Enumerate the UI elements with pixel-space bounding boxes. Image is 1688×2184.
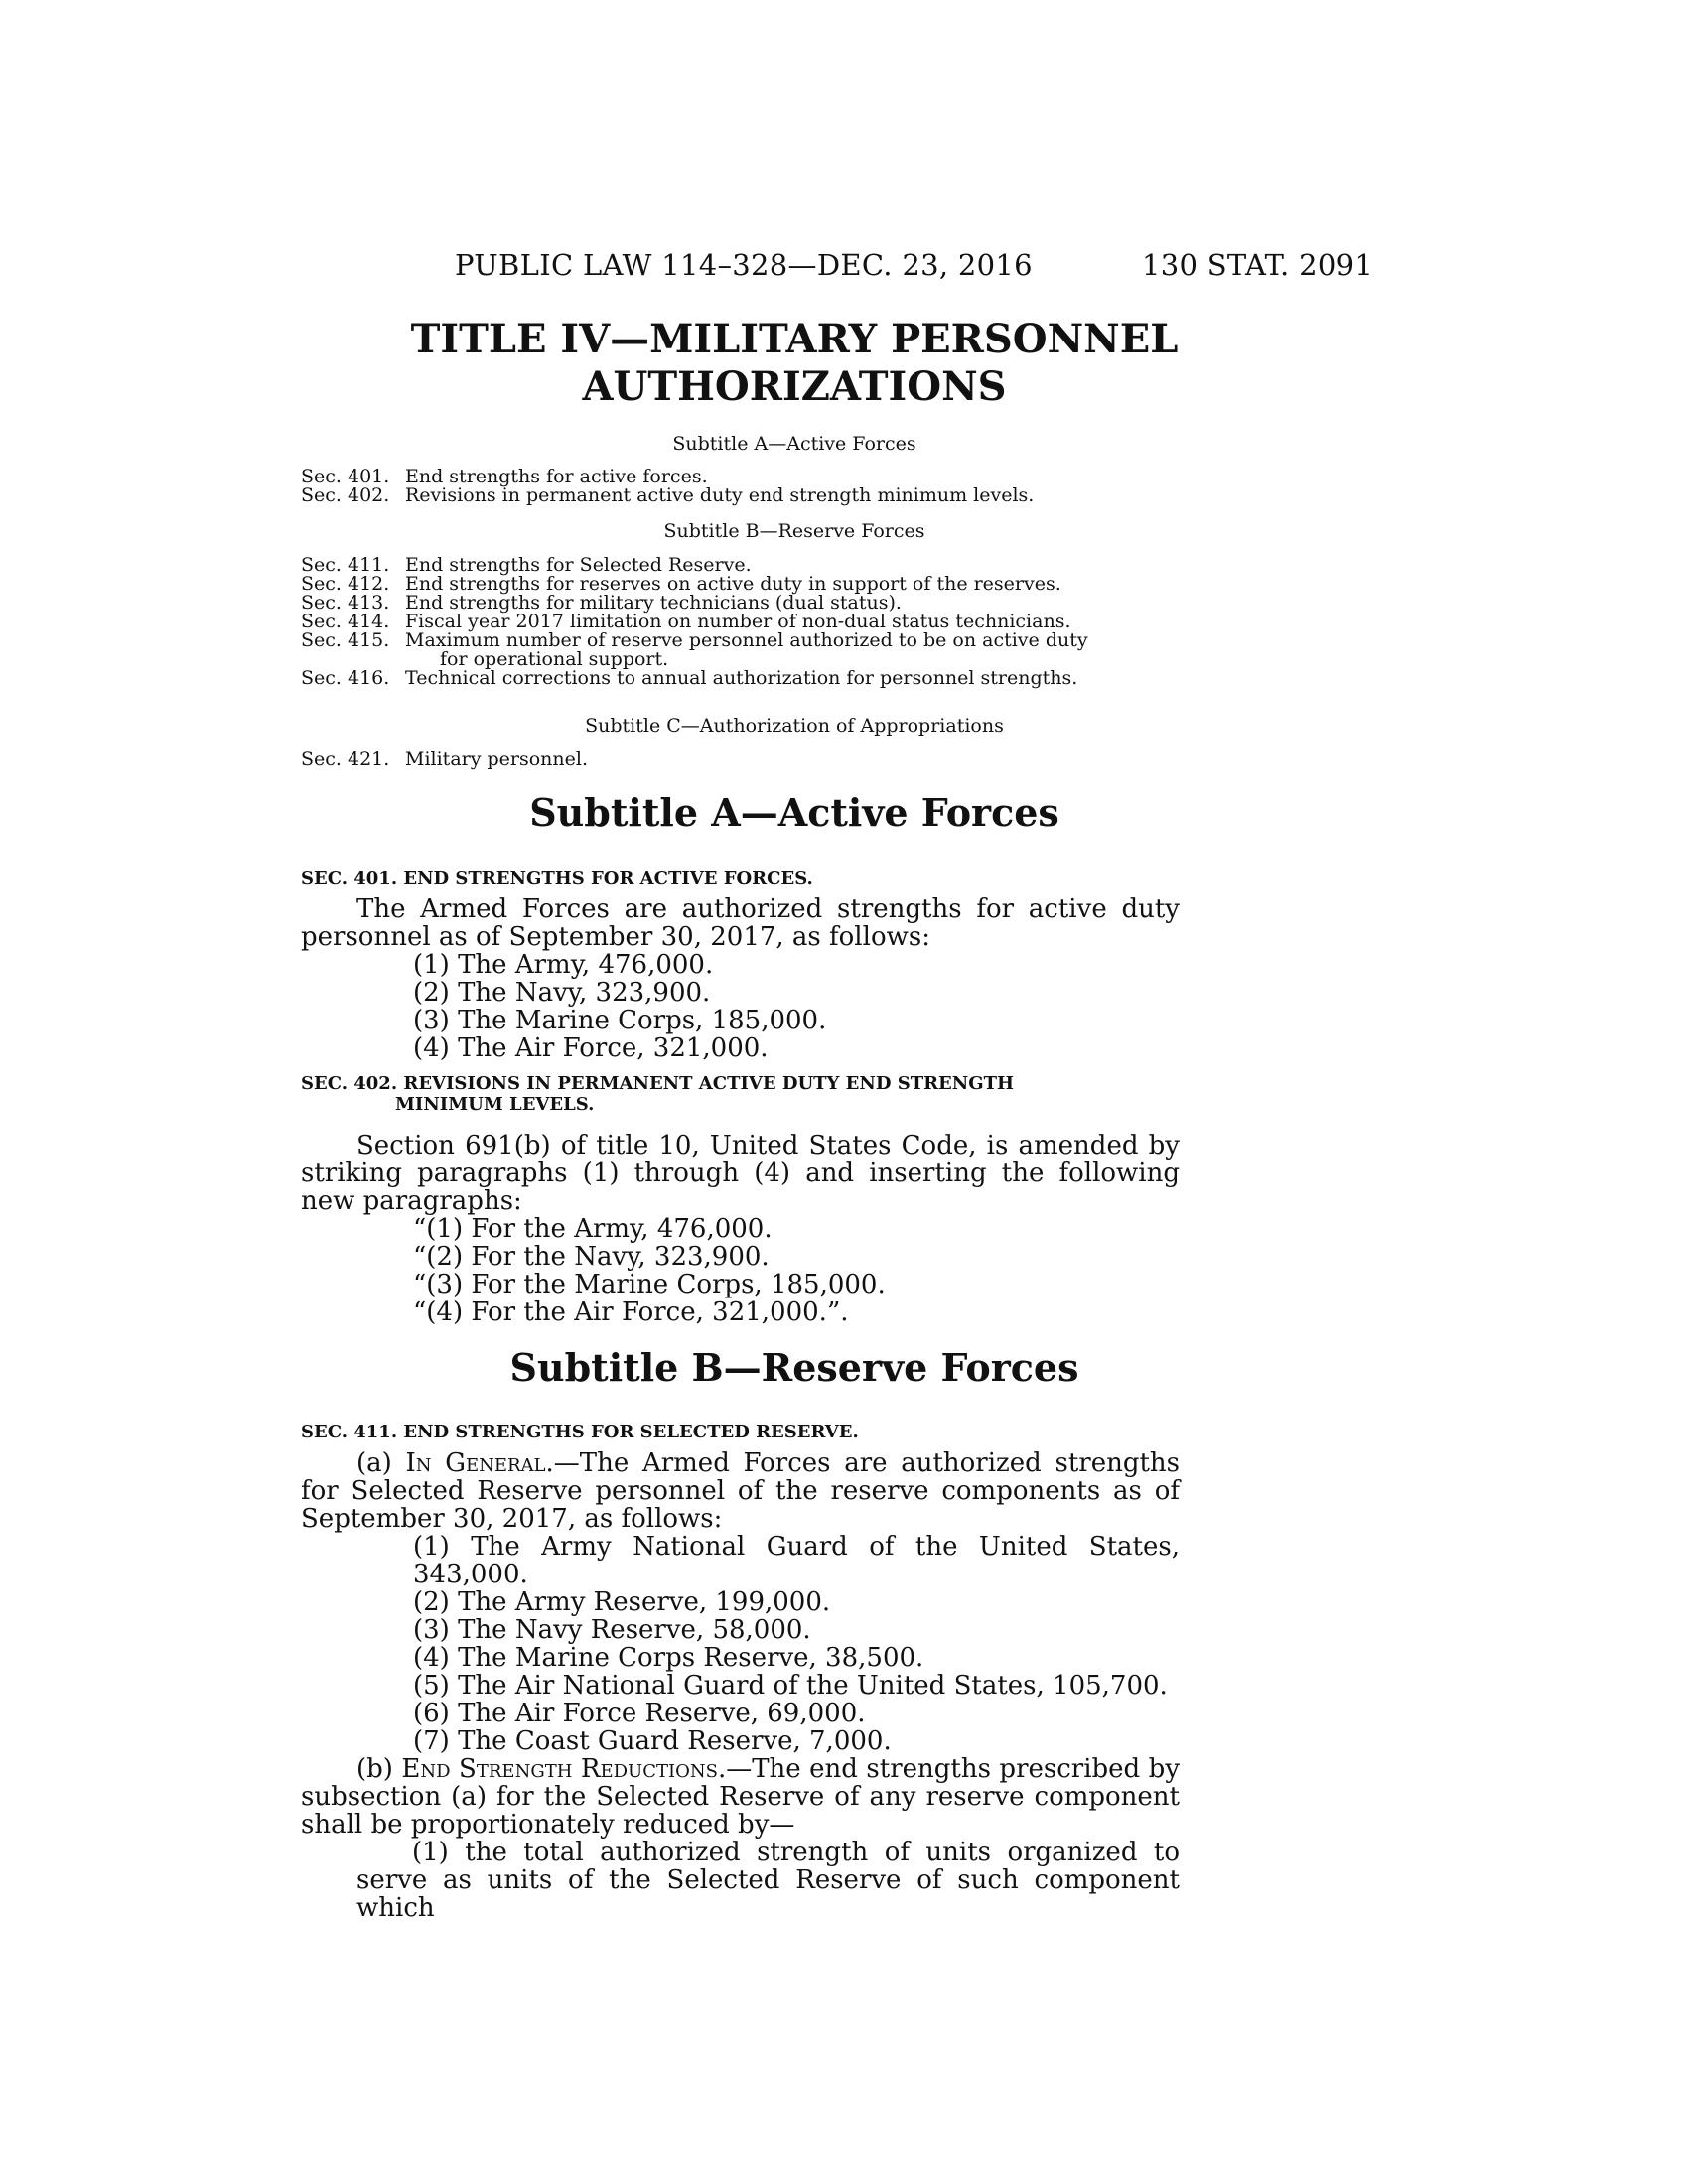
toc-list-b	[301, 556, 1195, 688]
list-item: “(4) For the Air Force, 321,000.”.	[413, 1297, 849, 1327]
toc-entry-number: Sec. 421.	[301, 749, 390, 770]
sec-411-heading: SEC. 411. END STRENGTHS FOR SELECTED RESERVE.	[301, 1422, 859, 1442]
subsection-b-label: (b)	[356, 1754, 393, 1784]
toc-entry-number: Sec. 413.	[301, 592, 390, 614]
toc-entry-text: Revisions in permanent active duty end strength minimum levels.	[405, 484, 1035, 506]
toc-list-a	[301, 468, 1195, 505]
toc-entry-text: End strengths for military technicians (dual status).	[405, 592, 902, 614]
running-header-stat: 130 STAT. 2091	[1142, 248, 1374, 282]
list-item: (1) The Army, 476,000.	[413, 950, 714, 980]
running-header-law: PUBLIC LAW 114–328—DEC. 23, 2016	[455, 248, 1033, 282]
subsection-b-caption: End Strength Reductions	[401, 1754, 718, 1784]
toc-entry-number: Sec. 402.	[301, 484, 390, 506]
sec-411-body	[301, 1449, 1180, 1922]
toc-entry-text: Maximum number of reserve personnel authorized to be on active duty	[405, 629, 1088, 651]
toc-entry-text: End strengths for reserves on active duty in support of the reserves.	[405, 573, 1061, 595]
toc-entry	[301, 751, 1195, 769]
title-line-1: TITLE IV—MILITARY PERSONNEL	[410, 316, 1179, 362]
toc-entry-number: Sec. 416.	[301, 667, 390, 689]
subsection-b-text: .—The end strengths prescribed by subsection (a) for the Selected Reserve of any reserve component shall be proportionately reduced by—	[301, 1754, 1181, 1840]
list-item: (3) The Marine Corps, 185,000.	[413, 1006, 827, 1035]
sec-411-b-paragraph-1: (1) the total authorized strength of units organized to serve as units of the Selected Reserve of such component which	[356, 1838, 1180, 1923]
subtitle-b-heading: Subtitle B—Reserve Forces	[509, 1345, 1079, 1390]
list-item: (3) The Navy Reserve, 58,000.	[413, 1615, 811, 1645]
title-line-2: AUTHORIZATIONS	[582, 363, 1007, 410]
list-item: “(1) For the Army, 476,000.	[413, 1214, 773, 1244]
sec-411-subsection-a	[301, 1449, 1180, 1533]
subsection-a-text: .—The Armed Forces are authorized strengths for Selected Reserve personnel of the reserve components as of September 30, 2017, as follows:	[301, 1448, 1181, 1534]
list-item: (4) The Air Force, 321,000.	[413, 1033, 769, 1063]
list-item: (2) The Navy, 323,900.	[413, 978, 711, 1008]
sec-411-subsection-b	[301, 1755, 1180, 1839]
title-heading	[298, 316, 1291, 411]
sec-401-intro: The Armed Forces are authorized strengths for active duty personnel as of September 30, 2017, as follows:	[301, 894, 1180, 952]
subsection-a-label: (a)	[356, 1448, 392, 1478]
sec-402-heading-line-1: SEC. 402. REVISIONS IN PERMANENT ACTIVE DUTY END STRENGTH	[301, 1073, 1015, 1094]
list-item: (4) The Marine Corps Reserve, 38,500.	[413, 1643, 924, 1673]
list-item: (6) The Air Force Reserve, 69,000.	[413, 1699, 866, 1728]
toc-entry-text: Military personnel.	[405, 749, 589, 770]
sec-401-body	[301, 895, 1180, 1062]
sec-401-heading: SEC. 401. END STRENGTHS FOR ACTIVE FORCES.	[301, 868, 813, 888]
toc-subtitle-a: Subtitle A—Active Forces	[672, 433, 916, 455]
list-item: (7) The Coast Guard Reserve, 7,000.	[413, 1726, 892, 1756]
toc-entry-number: Sec. 401.	[301, 466, 390, 487]
subtitle-a-heading: Subtitle A—Active Forces	[529, 790, 1059, 835]
list-item: “(3) For the Marine Corps, 185,000.	[413, 1270, 886, 1299]
toc-entry-number: Sec. 414.	[301, 611, 390, 632]
toc-list-c	[301, 751, 1195, 769]
toc-entry-number: Sec. 411.	[301, 554, 390, 576]
toc-entry-text: End strengths for active forces.	[405, 466, 708, 487]
sec-402-body	[301, 1132, 1180, 1326]
toc-entry-text: Technical corrections to annual authorization for personnel strengths.	[405, 667, 1078, 689]
toc-entry-continuation: for operational support.	[440, 648, 669, 670]
sec-402-heading-line-2: MINIMUM LEVELS.	[395, 1094, 595, 1115]
toc-entry-number: Sec. 412.	[301, 573, 390, 595]
toc-subtitle-b: Subtitle B—Reserve Forces	[663, 520, 925, 542]
toc-entry-text: End strengths for Selected Reserve.	[405, 554, 752, 576]
toc-entry	[301, 669, 1195, 688]
list-item: “(2) For the Navy, 323,900.	[413, 1242, 770, 1272]
toc-subtitle-c: Subtitle C—Authorization of Appropriations	[585, 715, 1004, 737]
list-item: (2) The Army Reserve, 199,000.	[413, 1587, 831, 1617]
toc-entry	[301, 486, 1195, 505]
toc-entry-number: Sec. 415.	[301, 629, 390, 651]
toc-entry	[301, 631, 1195, 650]
list-item: (1) The Army National Guard of the United States, 343,000.	[413, 1532, 1180, 1589]
list-item: (5) The Air National Guard of the United States, 105,700.	[413, 1671, 1168, 1701]
subsection-a-caption: In General	[405, 1448, 546, 1478]
sec-402-heading	[301, 1073, 1180, 1115]
sec-402-intro: Section 691(b) of title 10, United States Code, is amended by striking paragraphs (1) through (4) and inserting the following new paragraphs:	[301, 1131, 1180, 1216]
toc-entry-text: Fiscal year 2017 limitation on number of non-dual status technicians.	[405, 611, 1071, 632]
